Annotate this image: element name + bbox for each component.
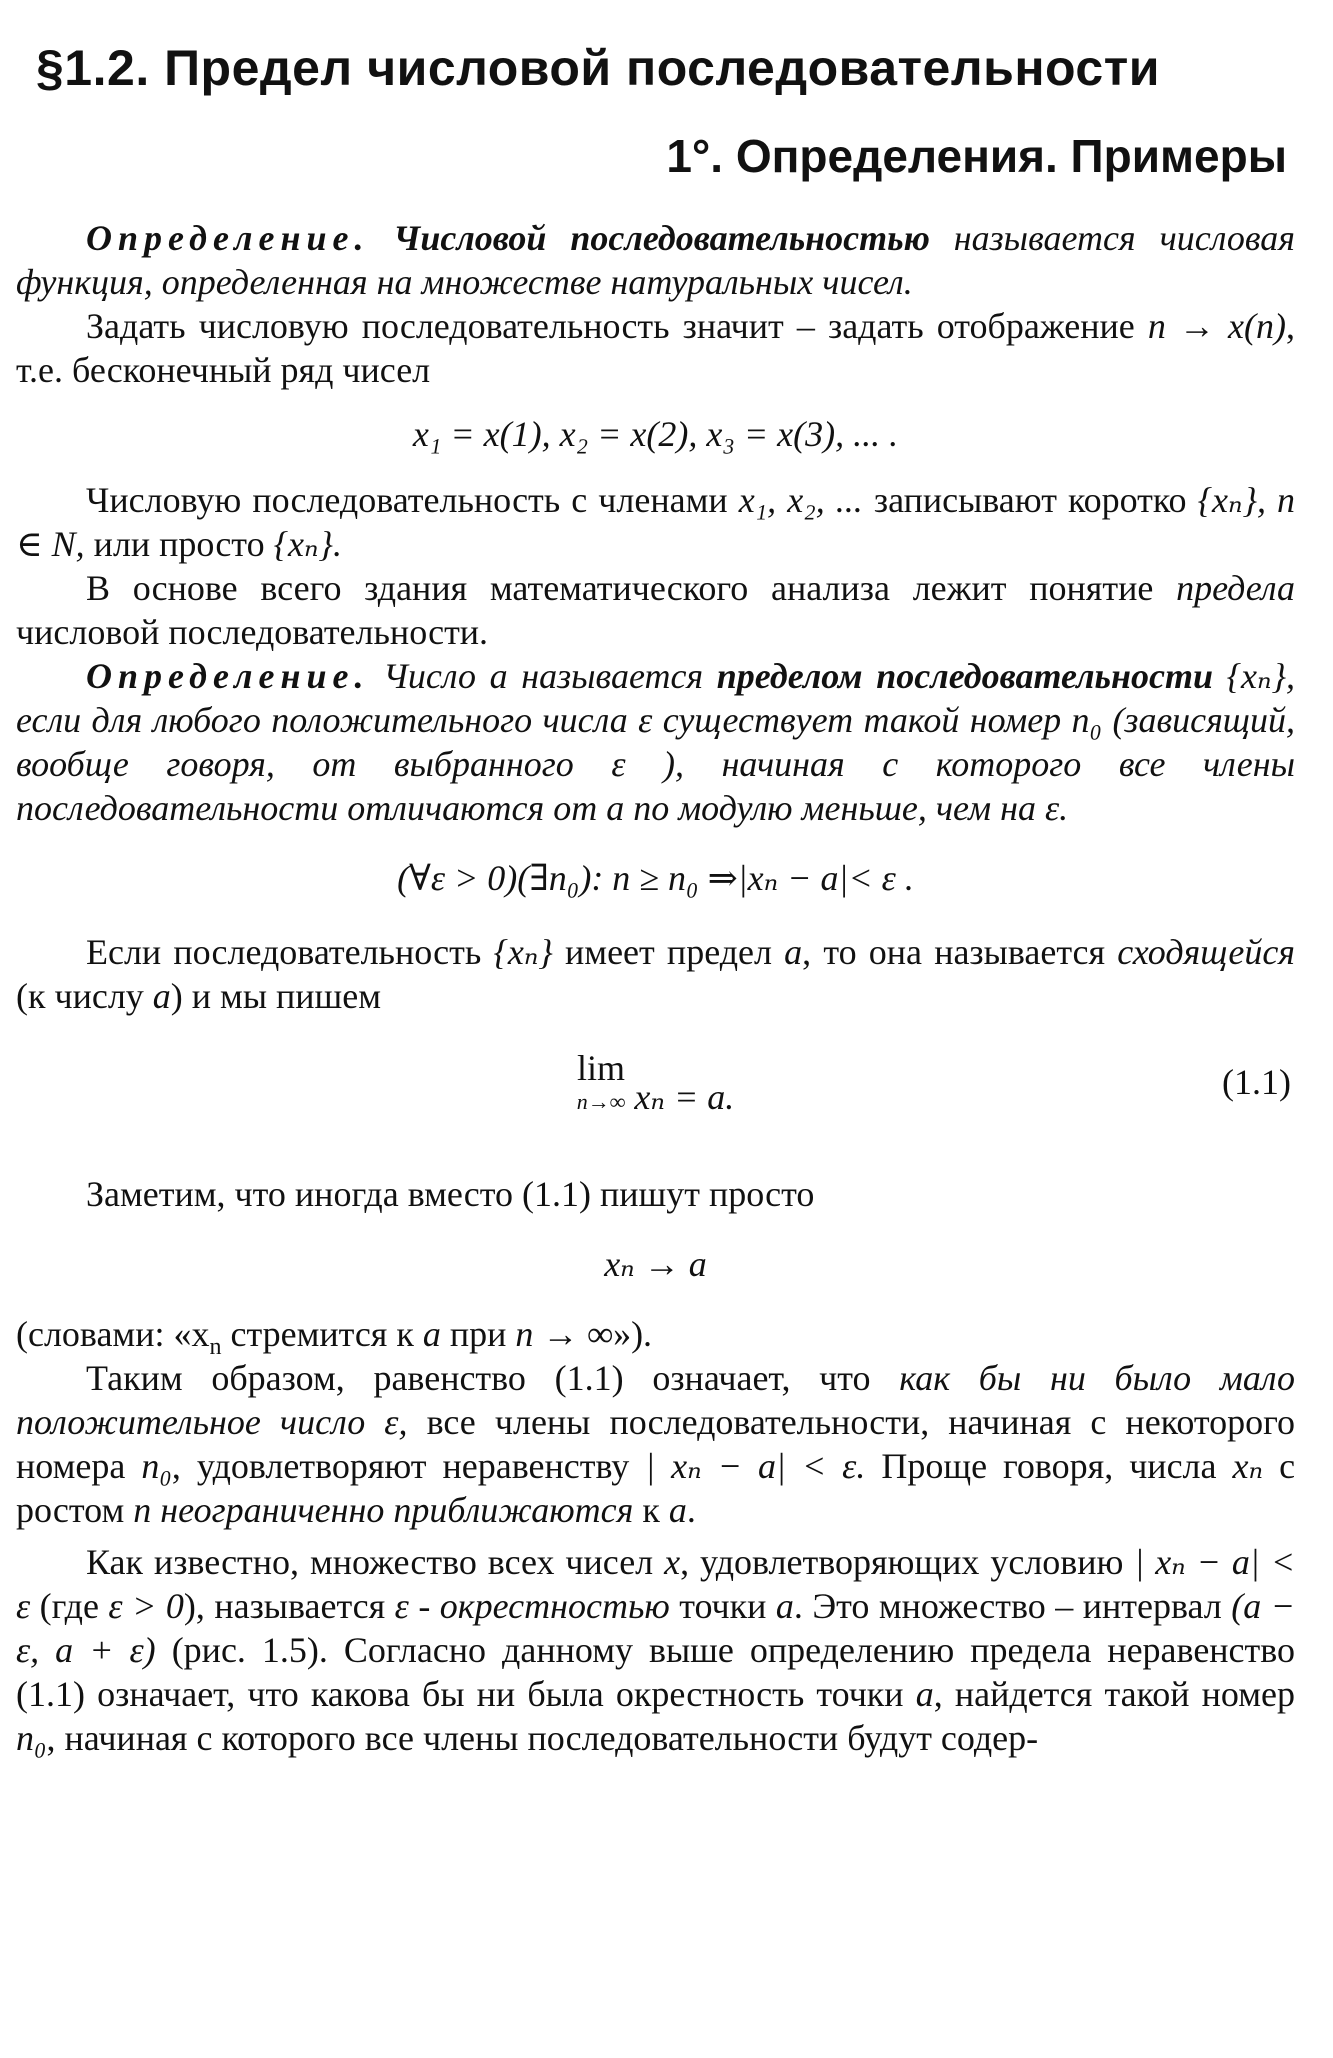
text-fragment: к	[642, 1490, 660, 1531]
paragraph-mapping	[16, 304, 1295, 392]
term-limit: предела	[1176, 568, 1296, 609]
formula-limit	[577, 1046, 735, 1119]
text-fragment: Задать числовую последовательность значит – задать отображение	[86, 306, 1135, 347]
formula-abs-inequality: | xₙ − a| < ε	[16, 1542, 1296, 1627]
text-fragment: Числовую последовательность с членами	[86, 480, 728, 521]
paragraph-neighborhood	[16, 1540, 1295, 1760]
term-sequence: Числовой последовательностью	[393, 218, 930, 259]
text-fragment: . Это множество – интервал	[793, 1586, 1222, 1627]
text-fragment: Заметим, что иногда вместо (1.1) пишут просто	[86, 1174, 815, 1215]
formula-n0: n₀	[1071, 700, 1103, 741]
formula-a: a	[784, 932, 803, 973]
text-fragment: или просто	[93, 524, 265, 565]
formula-limit-row	[16, 1046, 1295, 1146]
spacer	[16, 1532, 1295, 1540]
definition-label: Определение.	[86, 218, 370, 259]
text-fragment: (рис. 1.5). Согласно данному выше определению предела неравенство (1.1) означает, что какова бы ни была окрестность точки	[16, 1630, 1296, 1715]
text-fragment: Как известно, множество всех чисел	[86, 1542, 654, 1583]
text-fragment: ), называется	[183, 1586, 386, 1627]
formula-n-infinity: n → ∞	[515, 1314, 614, 1355]
mapping-formula: n → x(n)	[1147, 306, 1286, 347]
text-fragment: Проще говоря, числа	[881, 1446, 1217, 1487]
formula-members: x₁, x₂, ...	[738, 480, 863, 521]
definition-text: называется числовая функция, определенная на множестве натуральных чисел.	[16, 218, 1295, 303]
text-fragment: все члены последовательности, начиная с некоторого номера	[16, 1402, 1295, 1487]
page-body	[16, 216, 1295, 1760]
text-fragment: В основе всего здания математического анализа лежит понятие	[86, 568, 1154, 609]
formula-seq-brace: {xₙ}	[493, 932, 553, 973]
text-fragment: с ростом	[16, 1446, 1296, 1531]
formula-a: a	[668, 1490, 687, 1531]
term-convergent: сходящейся	[1117, 932, 1296, 973]
text-fragment: , удовлетворяют неравенству	[171, 1446, 630, 1487]
paragraph-convergent	[16, 930, 1295, 1018]
text-fragment: ) и мы пишем	[170, 976, 382, 1017]
paragraph-foundation	[16, 566, 1295, 654]
text-fragment: (где	[39, 1586, 99, 1627]
text-fragment: , то она называется	[802, 932, 1106, 973]
text-fragment: , т.е. бесконечный ряд чисел	[16, 306, 1295, 391]
formula-simple: {xₙ}.	[273, 524, 342, 565]
lim-expression: xₙ = a.	[634, 1077, 735, 1118]
text-fragment: записывают коротко	[873, 480, 1187, 521]
text-fragment: (к числу	[16, 976, 144, 1017]
formula-tends: xₙ → a	[604, 1244, 707, 1285]
formula-sequence: x₁ = x(1), x₂ = x(2), x₃ = x(3), ... .	[412, 414, 899, 455]
text-fragment: , если для любого положительного числа ε существует такой номер	[16, 656, 1295, 741]
formula-n0: n₀	[141, 1446, 172, 1487]
text-fragment: , начиная с которого все члены последовательности будут содер-	[46, 1718, 1039, 1759]
formula-interval: (a − ε, a + ε)	[16, 1586, 1296, 1671]
formula-a: a	[775, 1586, 794, 1627]
text-fragment: Число a называется	[383, 656, 704, 697]
text-fragment: (зависящий, вообще говоря, от выбранного ε ), начиная с которого все члены последовательности отличаются от a по модулю меньше, чем на ε.	[16, 700, 1295, 829]
subsection-title: 1°. Определения. Примеры	[666, 129, 1287, 182]
formula-eps-positive: ε > 0	[108, 1586, 184, 1627]
text-fragment: , найдется такой номер	[933, 1674, 1296, 1715]
text-fragment: »).	[613, 1314, 653, 1355]
paragraph-notation	[16, 478, 1295, 566]
definition-limit	[16, 654, 1295, 830]
formula-quantifier: (∀ε > 0)(∃n₀): n ≥ n₀ ⇒|xₙ − a|< ε .	[397, 858, 914, 899]
text-fragment: Таким образом, равенство (1.1) означает, что	[86, 1358, 871, 1399]
italic-phrase: n неограниченно приближаются	[133, 1490, 634, 1531]
text-fragment: при	[449, 1314, 507, 1355]
paragraph-meaning: Таким образом, равенство (1.1) означает, что как бы ни было мало положительное число ε, все члены последовательности, начиная с некоторого номера n₀, удовлетворяют неравенству | xₙ − a| < ε. Проще говоря, числа xₙ с ростом n неограниченно приближаются к a.	[16, 1358, 1296, 1531]
term-limit-of-sequence: пределом последовательности	[716, 656, 1213, 697]
formula-seq-brace: {xₙ}	[1226, 656, 1286, 697]
formula-a: a	[915, 1674, 934, 1715]
text-fragment: точки	[679, 1586, 767, 1627]
formula-x: x	[664, 1542, 681, 1583]
lim-operator	[576, 1046, 626, 1115]
text-fragment: Если последовательность	[86, 932, 482, 973]
italic-phrase: как бы ни было мало положительное число ε,	[16, 1358, 1295, 1443]
section-title: §1.2. Предел числовой последовательности	[36, 40, 1160, 96]
formula-n0: n₀	[16, 1718, 47, 1759]
definition-sequence	[16, 216, 1295, 304]
subscript-n: n	[209, 1334, 222, 1361]
lim-subscript: n→∞	[576, 1089, 626, 1115]
formula-a: a	[422, 1314, 441, 1355]
text-fragment: стремится к	[230, 1314, 414, 1355]
paragraph-words	[16, 1312, 1295, 1361]
paragraph-note	[16, 1172, 1295, 1216]
text-fragment: (словами: «x	[16, 1314, 210, 1355]
formula-abs-inequality: | xₙ − a| < ε.	[645, 1446, 866, 1487]
lim-word: lim	[577, 1048, 626, 1089]
text-fragment: числовой последовательности.	[16, 612, 489, 653]
formula-a: a	[152, 976, 171, 1017]
text-fragment: имеет предел	[565, 932, 772, 973]
equation-number: (1.1)	[1222, 1062, 1291, 1103]
term-neighborhood: ε - окрестностью	[394, 1586, 670, 1627]
formula-xn: xₙ	[1232, 1446, 1264, 1487]
definition-label: Определение.	[86, 656, 370, 697]
text-fragment: , удовлетворяющих условию	[680, 1542, 1124, 1583]
formula-short: {xₙ}, n ∈ N,	[16, 480, 1296, 565]
